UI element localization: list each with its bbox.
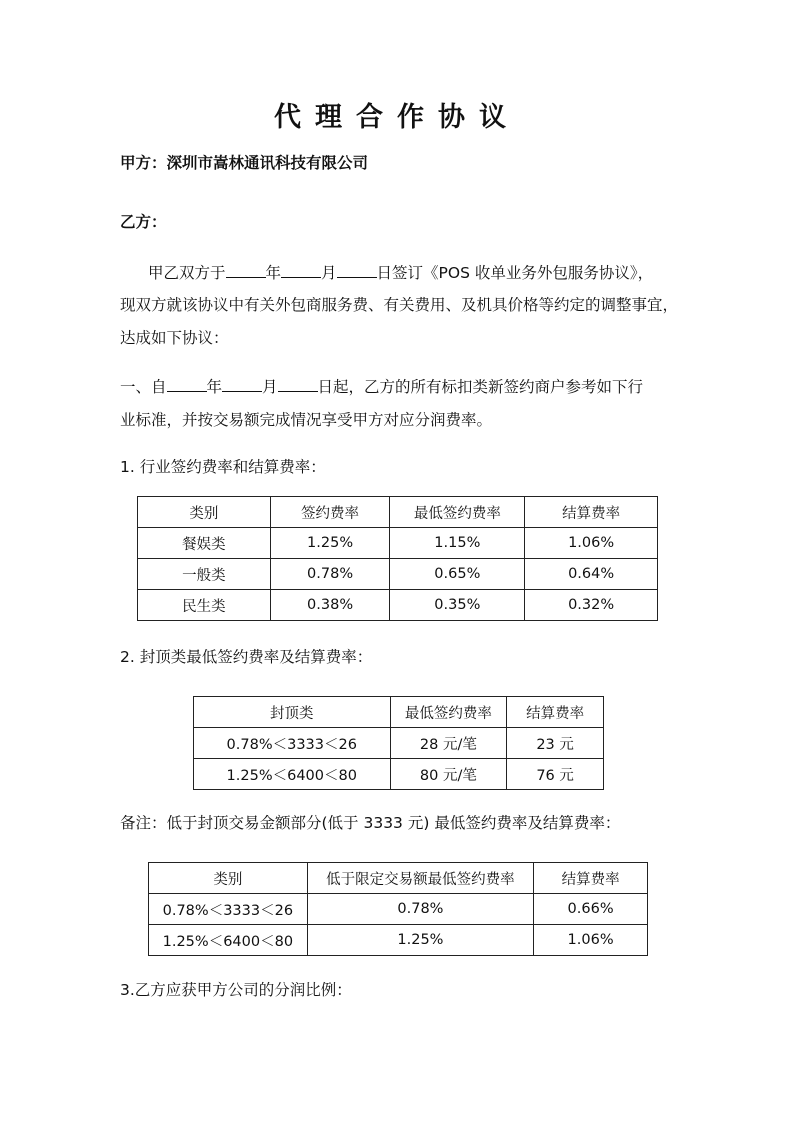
header-cell: 签约费率 xyxy=(270,497,390,528)
cell: 1.06% xyxy=(534,925,648,956)
month-label: 月 xyxy=(321,264,337,282)
cell: 一般类 xyxy=(138,559,271,590)
industry-rate-table xyxy=(137,496,658,621)
cell: 80 元/笔 xyxy=(390,759,507,790)
clause-1-line-2: 业标准，并按交易额完成情况享受甲方对应分润费率。 xyxy=(120,411,493,429)
cell: 1.25% xyxy=(270,528,390,559)
cell: 1.15% xyxy=(390,528,525,559)
intro-line-3: 达成如下协议： xyxy=(120,329,229,347)
table-row xyxy=(138,590,658,621)
page-title: 代理合作协议 xyxy=(274,102,520,133)
cell: 0.78%＜3333＜26 xyxy=(149,894,308,925)
table-header-row xyxy=(149,863,648,894)
table-row xyxy=(194,728,604,759)
cell: 76 元 xyxy=(507,759,604,790)
section-1-heading: 1. 行业签约费率和结算费率： xyxy=(120,458,326,476)
cell: 民生类 xyxy=(138,590,271,621)
cell: 0.78%＜3333＜26 xyxy=(194,728,391,759)
cell: 0.35% xyxy=(390,590,525,621)
header-cell: 低于限定交易额最低签约费率 xyxy=(307,863,533,894)
section-3-heading: 3.乙方应获甲方公司的分润比例： xyxy=(120,981,352,999)
header-cell: 封顶类 xyxy=(194,697,391,728)
cell: 餐娱类 xyxy=(138,528,271,559)
cell: 1.06% xyxy=(525,528,658,559)
section-2-heading: 2. 封顶类最低签约费率及结算费率： xyxy=(120,648,373,666)
header-cell: 结算费率 xyxy=(507,697,604,728)
cell: 0.38% xyxy=(270,590,390,621)
note-heading: 备注：低于封顶交易金额部分(低于 3333 元) 最低签约费率及结算费率： xyxy=(120,814,621,832)
month-blank xyxy=(222,377,262,392)
cell: 28 元/笔 xyxy=(390,728,507,759)
capped-rate-table xyxy=(193,696,604,790)
table-row xyxy=(138,528,658,559)
table-row xyxy=(149,894,648,925)
cell: 0.64% xyxy=(525,559,658,590)
cell: 0.65% xyxy=(390,559,525,590)
cell: 0.32% xyxy=(525,590,658,621)
cell: 0.78% xyxy=(307,894,533,925)
below-cap-rate-table xyxy=(148,862,648,956)
header-cell: 结算费率 xyxy=(525,497,658,528)
year-blank xyxy=(226,263,266,278)
intro-text: 甲乙双方于 xyxy=(148,264,226,282)
party-b: 乙方： xyxy=(120,212,167,231)
cell: 1.25%＜6400＜80 xyxy=(149,925,308,956)
table-header-row xyxy=(138,497,658,528)
header-cell: 结算费率 xyxy=(534,863,648,894)
year-label: 年 xyxy=(206,378,223,396)
table-header-row xyxy=(194,697,604,728)
month-label: 月 xyxy=(262,378,278,396)
clause-1-line-1 xyxy=(120,377,643,397)
party-a: 甲方：深圳市嵩林通讯科技有限公司 xyxy=(120,153,369,172)
year-label: 年 xyxy=(265,264,282,282)
table-row xyxy=(194,759,604,790)
day-blank xyxy=(337,263,377,278)
day-blank xyxy=(278,377,318,392)
header-cell: 最低签约费率 xyxy=(390,497,525,528)
month-blank xyxy=(281,263,321,278)
header-cell: 类别 xyxy=(138,497,271,528)
cell: 1.25% xyxy=(307,925,533,956)
header-cell: 最低签约费率 xyxy=(390,697,507,728)
table-row xyxy=(138,559,658,590)
cell: 0.66% xyxy=(534,894,648,925)
intro-line-1 xyxy=(148,263,653,283)
cell: 0.78% xyxy=(270,559,390,590)
year-blank xyxy=(167,377,207,392)
intro-text-end: 日签订《POS 收单业务外包服务协议》， xyxy=(376,264,654,282)
header-cell: 类别 xyxy=(149,863,308,894)
intro-line-2: 现双方就该协议中有关外包商服务费、有关费用、及机具价格等约定的调整事宜， xyxy=(120,296,679,314)
clause-text: 一、自 xyxy=(120,378,167,396)
table-row xyxy=(149,925,648,956)
cell: 23 元 xyxy=(507,728,604,759)
cell: 1.25%＜6400＜80 xyxy=(194,759,391,790)
clause-text-end: 日起，乙方的所有标扣类新签约商户参考如下行 xyxy=(317,378,644,396)
